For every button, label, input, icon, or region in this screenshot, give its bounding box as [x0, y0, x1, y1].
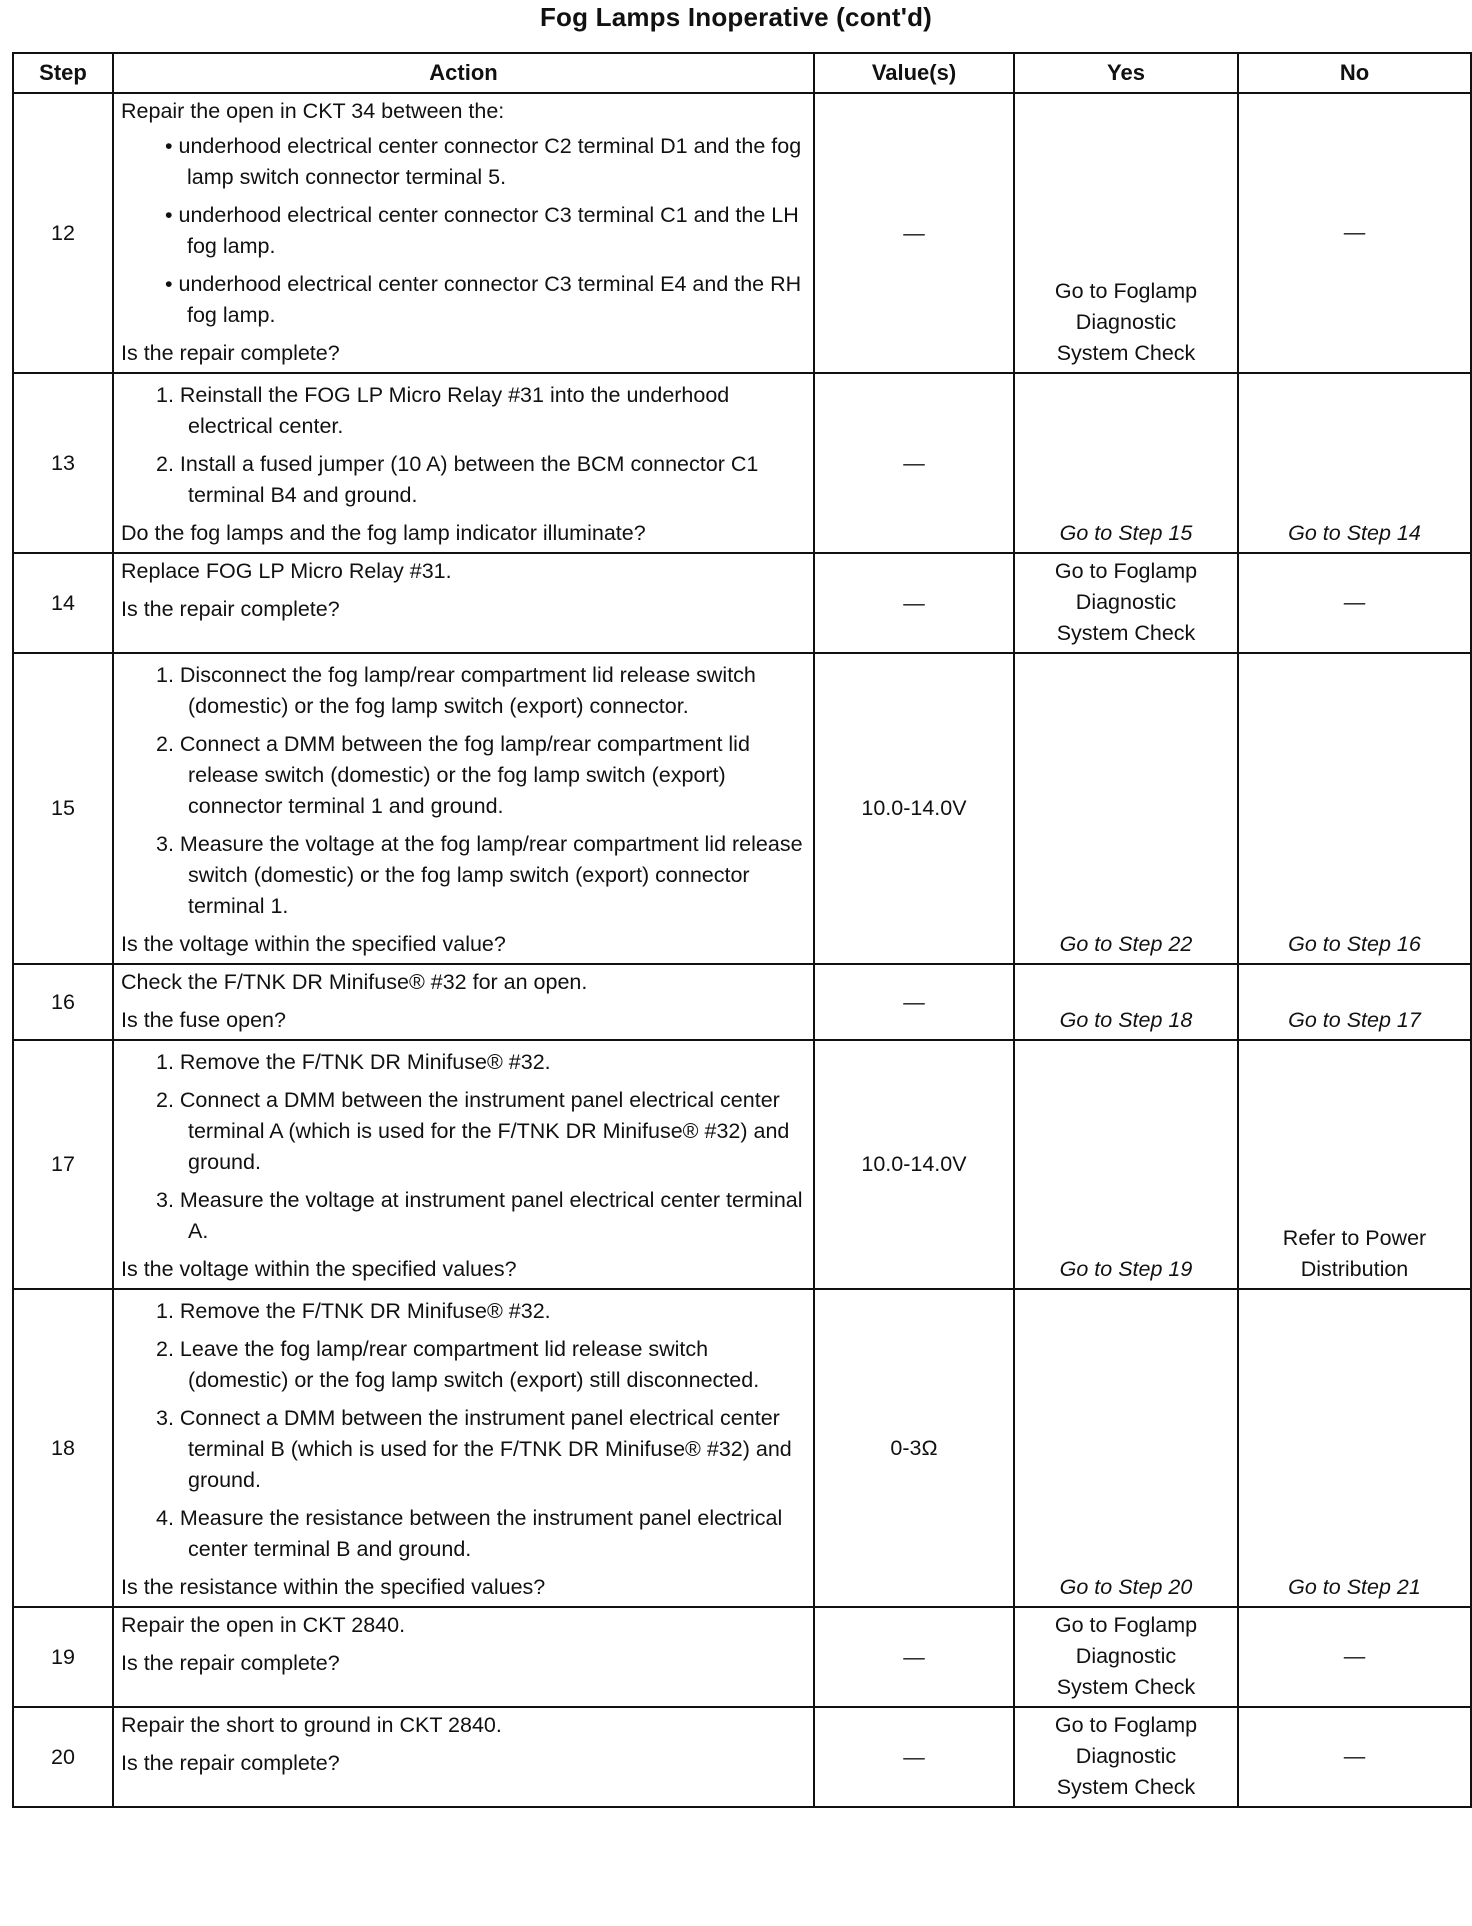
table-row	[13, 1289, 1471, 1607]
action-question: Is the voltage within the specified values?	[121, 1257, 517, 1281]
action-cell	[113, 553, 814, 653]
action-step-text: Connect a DMM between the instrument panel electrical center terminal A (which is used for the F/TNK DR Minifuse® #32) and ground.	[179, 1088, 790, 1174]
action-step-text: Remove the F/TNK DR Minifuse® #32.	[179, 1050, 551, 1074]
table-row	[13, 964, 1471, 1040]
table-row	[13, 93, 1471, 373]
list-marker: 1.	[156, 1299, 180, 1323]
list-marker: •	[165, 272, 179, 296]
list-marker: 2.	[156, 732, 180, 756]
action-step-item	[121, 829, 807, 922]
column-header-step: Step	[13, 53, 113, 93]
no-outcome: —	[1238, 1607, 1471, 1707]
action-intro: Repair the short to ground in CKT 2840.	[121, 1713, 502, 1737]
step-number: 17	[13, 1040, 113, 1289]
step-number: 13	[13, 373, 113, 553]
list-marker: 3.	[156, 832, 180, 856]
action-step-text: Disconnect the fog lamp/rear compartment lid release switch (domestic) or the fog lamp switch (export) connector.	[179, 663, 756, 718]
action-cell	[113, 653, 814, 964]
action-step-text: Install a fused jumper (10 A) between the BCM connector C1 terminal B4 and ground.	[179, 452, 759, 507]
step-number: 12	[13, 93, 113, 373]
action-step-item	[121, 1047, 807, 1078]
value-cell: 0-3Ω	[814, 1289, 1014, 1607]
list-marker: 3.	[156, 1188, 180, 1212]
action-step-item	[121, 1334, 807, 1396]
diagnostic-table	[12, 52, 1472, 1808]
list-marker: 1.	[156, 1050, 180, 1074]
action-intro: Replace FOG LP Micro Relay #31.	[121, 559, 452, 583]
action-step-item	[121, 1085, 807, 1178]
action-step-text: Leave the fog lamp/rear compartment lid release switch (domestic) or the fog lamp switch (export) still disconnected.	[179, 1337, 760, 1392]
action-step-text: underhood electrical center connector C3 terminal E4 and the RH fog lamp.	[178, 272, 802, 327]
list-marker: 1.	[156, 663, 180, 687]
value-cell: —	[814, 1607, 1014, 1707]
column-header-yes: Yes	[1014, 53, 1238, 93]
action-question: Is the voltage within the specified value?	[121, 932, 506, 956]
list-marker: 2.	[156, 1088, 180, 1112]
action-question: Is the repair complete?	[121, 597, 340, 621]
action-step-text: Measure the voltage at the fog lamp/rear compartment lid release switch (domestic) or the fog lamp switch (export) connector terminal 1.	[179, 832, 803, 918]
action-step-text: Measure the voltage at instrument panel electrical center terminal A.	[179, 1188, 803, 1243]
column-header-no: No	[1238, 53, 1471, 93]
column-header-action: Action	[113, 53, 814, 93]
no-outcome: Go to Step 16	[1238, 653, 1471, 964]
action-steps	[121, 1047, 807, 1247]
list-marker: •	[165, 203, 179, 227]
action-step-text: Reinstall the FOG LP Micro Relay #31 into the underhood electrical center.	[179, 383, 730, 438]
action-steps	[121, 660, 807, 922]
action-cell	[113, 1707, 814, 1807]
action-question: Is the repair complete?	[121, 1751, 340, 1775]
action-step-text: underhood electrical center connector C2 terminal D1 and the fog lamp switch connector terminal 5.	[178, 134, 802, 189]
column-header-values: Value(s)	[814, 53, 1014, 93]
no-outcome: Go to Step 14	[1238, 373, 1471, 553]
yes-outcome: Go to Step 19	[1014, 1040, 1238, 1289]
list-marker: •	[165, 134, 179, 158]
list-marker: 2.	[156, 452, 180, 476]
step-number: 18	[13, 1289, 113, 1607]
action-step-item	[121, 1185, 807, 1247]
action-step-text: Measure the resistance between the instrument panel electrical center terminal B and ground.	[179, 1506, 783, 1561]
action-step-item	[121, 1296, 807, 1327]
table-row	[13, 653, 1471, 964]
action-step-item	[121, 269, 807, 331]
action-question: Is the repair complete?	[121, 1651, 340, 1675]
action-question: Do the fog lamps and the fog lamp indicator illuminate?	[121, 521, 646, 545]
value-cell: —	[814, 964, 1014, 1040]
action-step-item	[121, 200, 807, 262]
step-number: 15	[13, 653, 113, 964]
action-step-item	[121, 131, 807, 193]
step-number: 20	[13, 1707, 113, 1807]
step-number: 16	[13, 964, 113, 1040]
value-cell: —	[814, 373, 1014, 553]
value-cell: 10.0-14.0V	[814, 1040, 1014, 1289]
no-outcome: —	[1238, 1707, 1471, 1807]
no-outcome: —	[1238, 553, 1471, 653]
yes-outcome: Go to Step 15	[1014, 373, 1238, 553]
action-intro: Check the F/TNK DR Minifuse® #32 for an open.	[121, 970, 588, 994]
yes-outcome: Go to Foglamp Diagnostic System Check	[1014, 1707, 1238, 1807]
action-step-item	[121, 380, 807, 442]
no-outcome: Refer to Power Distribution	[1238, 1040, 1471, 1289]
yes-outcome: Go to Foglamp Diagnostic System Check	[1014, 1607, 1238, 1707]
no-outcome: —	[1238, 93, 1471, 373]
yes-outcome: Go to Step 18	[1014, 964, 1238, 1040]
table-header-row	[13, 53, 1471, 93]
action-cell	[113, 964, 814, 1040]
table-row	[13, 553, 1471, 653]
action-step-item	[121, 449, 807, 511]
action-question: Is the repair complete?	[121, 341, 340, 365]
action-intro: Repair the open in CKT 2840.	[121, 1613, 406, 1637]
value-cell: 10.0-14.0V	[814, 653, 1014, 964]
no-outcome: Go to Step 21	[1238, 1289, 1471, 1607]
action-step-text: Connect a DMM between the fog lamp/rear compartment lid release switch (domestic) or the fog lamp switch (export) connector terminal 1 and ground.	[179, 732, 750, 818]
action-cell	[113, 93, 814, 373]
table-row	[13, 373, 1471, 553]
action-step-text: Connect a DMM between the instrument panel electrical center terminal B (which is used for the F/TNK DR Minifuse® #32) and ground.	[179, 1406, 792, 1492]
action-step-text: Remove the F/TNK DR Minifuse® #32.	[179, 1299, 551, 1323]
list-marker: 1.	[156, 383, 180, 407]
action-step-item	[121, 1403, 807, 1496]
list-marker: 3.	[156, 1406, 180, 1430]
yes-outcome: Go to Foglamp Diagnostic System Check	[1014, 553, 1238, 653]
value-cell: —	[814, 553, 1014, 653]
list-marker: 4.	[156, 1506, 180, 1530]
value-cell: —	[814, 1707, 1014, 1807]
no-outcome: Go to Step 17	[1238, 964, 1471, 1040]
action-cell	[113, 1607, 814, 1707]
yes-outcome: Go to Step 22	[1014, 653, 1238, 964]
table-body	[13, 93, 1471, 1807]
action-question: Is the fuse open?	[121, 1008, 286, 1032]
table-row	[13, 1707, 1471, 1807]
step-number: 14	[13, 553, 113, 653]
action-steps	[121, 1296, 807, 1565]
step-number: 19	[13, 1607, 113, 1707]
table-row	[13, 1040, 1471, 1289]
table-row	[13, 1607, 1471, 1707]
page-title: Fog Lamps Inoperative (cont'd)	[539, 2, 933, 32]
action-question: Is the resistance within the specified values?	[121, 1575, 546, 1599]
value-cell: —	[814, 93, 1014, 373]
action-cell	[113, 373, 814, 553]
action-cell	[113, 1289, 814, 1607]
list-marker: 2.	[156, 1337, 180, 1361]
yes-outcome: Go to Foglamp Diagnostic System Check	[1014, 93, 1238, 373]
action-step-item	[121, 660, 807, 722]
action-step-item	[121, 1503, 807, 1565]
yes-outcome: Go to Step 20	[1014, 1289, 1238, 1607]
action-step-item	[121, 729, 807, 822]
action-steps	[121, 131, 807, 331]
action-cell	[113, 1040, 814, 1289]
action-intro: Repair the open in CKT 34 between the:	[121, 99, 505, 123]
action-step-text: underhood electrical center connector C3 terminal C1 and the LH fog lamp.	[178, 203, 799, 258]
action-steps	[121, 380, 807, 511]
